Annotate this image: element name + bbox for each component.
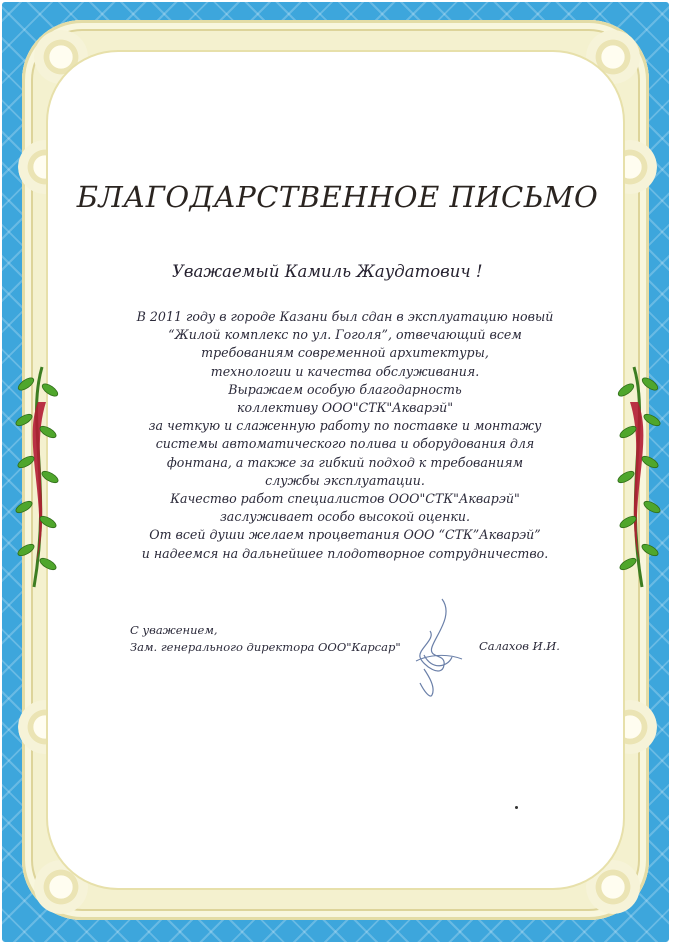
body-line: Качество работ специалистов ООО"СТК"Акварэй" xyxy=(170,491,520,507)
stray-dot xyxy=(515,806,518,809)
letter-greeting: Уважаемый Камиль Жаудатович ! xyxy=(172,262,483,281)
laurel-right-icon xyxy=(612,362,664,592)
body-line: требованиям современной архитектуры, xyxy=(201,345,489,361)
body-line: и надеемся на дальнейшее плодотворное сотрудничество. xyxy=(141,545,549,561)
body-line: фонтана, а также за гибкий подход к требованиям xyxy=(166,454,524,470)
laurel-left-icon xyxy=(12,362,64,592)
body-line: “Жилой комплекс по ул. Гоголя”, отвечающий всем xyxy=(168,327,522,343)
body-line: В 2011 году в городе Казани был сдан в эксплуатацию новый xyxy=(136,309,554,324)
letter-title: БЛАГОДАРСТВЕННОЕ ПИСЬМО xyxy=(76,180,599,214)
body-line: коллективу ООО"СТК"Акварэй" xyxy=(236,400,454,416)
body-line: за четкую и слаженную работу по поставке и монтажу xyxy=(148,418,542,434)
signer-name: Салахов И.И. xyxy=(479,639,560,653)
body-line: заслуживает особо высокой оценки. xyxy=(219,509,471,525)
letter-body xyxy=(90,308,600,563)
body-line: службы эксплуатации. xyxy=(265,472,425,488)
body-line: системы автоматического полива и оборудования для xyxy=(155,436,535,452)
closing-block xyxy=(130,622,401,656)
closing-regards: С уважением, xyxy=(130,623,218,637)
body-line: От всей души желаем процветания ООО “СТК”Акварэй” xyxy=(149,527,541,543)
signer-position: Зам. генерального директора ООО"Карсар" xyxy=(130,640,401,654)
signature-icon xyxy=(402,595,472,705)
body-line: технологии и качества обслуживания. xyxy=(210,363,480,379)
body-line: Выражаем особую благодарность xyxy=(228,381,462,397)
